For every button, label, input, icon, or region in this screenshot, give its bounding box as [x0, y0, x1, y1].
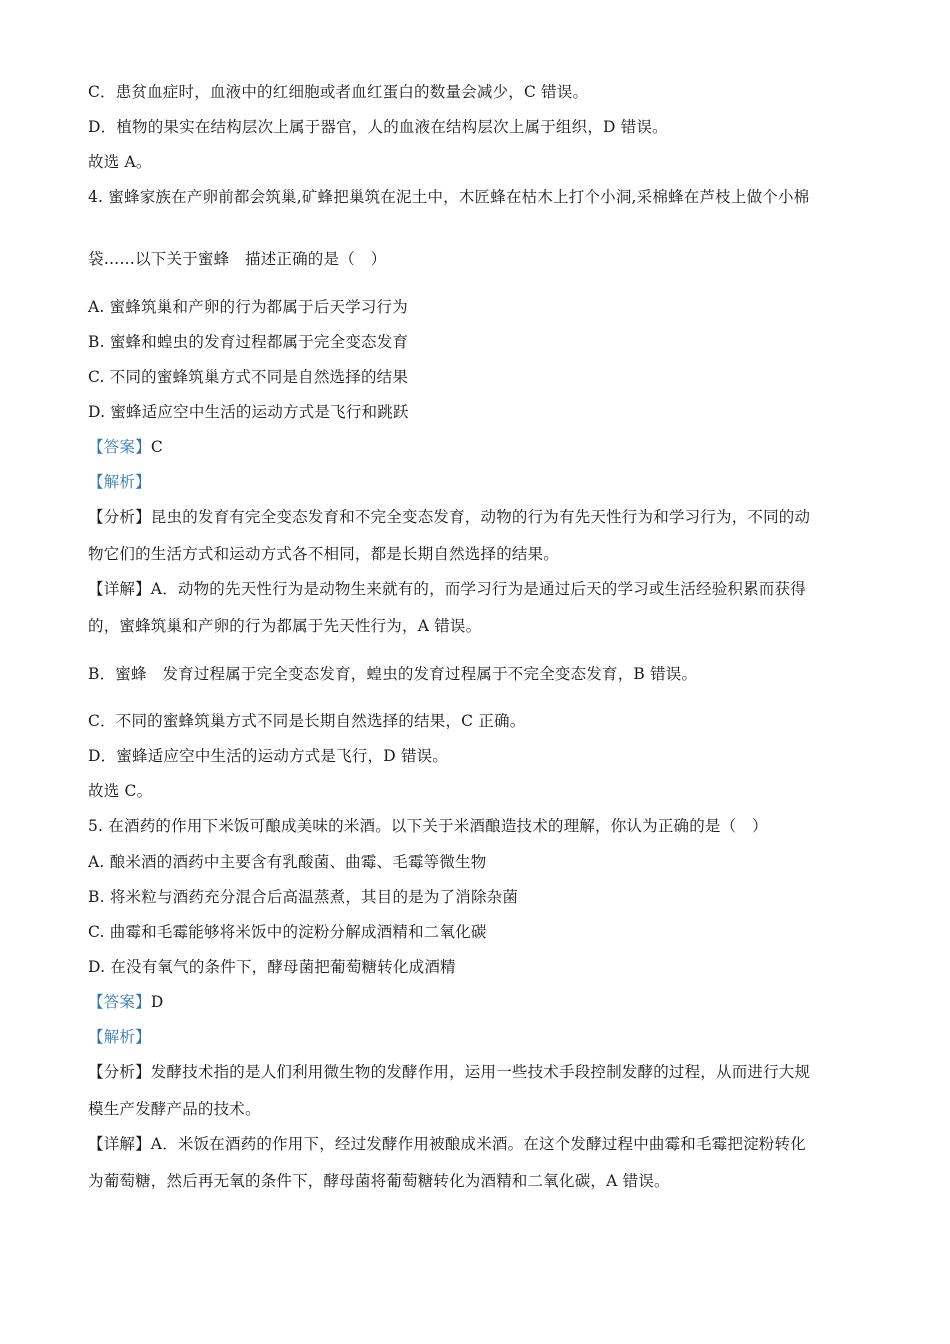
answer-tag: 【答案】 [88, 438, 151, 456]
q4-option-b: B. 蜜蜂和蝗虫的发育过程都属于完全变态发育 [88, 333, 409, 351]
answer-value: D [150, 993, 164, 1011]
q5-option-b: B. 将米粒与酒药充分混合后高温蒸煮，其目的是为了消除杂菌 [88, 888, 519, 906]
q4-conclusion: 故选 C。 [88, 782, 153, 800]
q5-option-c: C. 曲霉和毛霉能够将米饭中的淀粉分解成酒精和二氧化碳 [88, 923, 487, 941]
q4-stem-line-2: 袋……以下关于蜜蜂 描述正确的是（ ） [88, 250, 387, 268]
answer-tag: 【答案】 [88, 993, 151, 1011]
answer-value: C [150, 438, 163, 456]
q5-option-d: D. 在没有氧气的条件下，酵母菌把葡萄糖转化成酒精 [88, 958, 456, 976]
q4-explanation-tag: 【解析】 [88, 473, 151, 491]
q3-option-c-explanation: C．患贫血症时，血液中的红细胞或者血红蛋白的数量会减少，C 错误。 [88, 83, 589, 101]
q5-option-a: A. 酿米酒的酒药中主要含有乳酸菌、曲霉、毛霉等微生物 [88, 853, 487, 871]
q4-analysis-line-2: 物它们的生活方式和运动方式各不相同，都是长期自然选择的结果。 [88, 545, 560, 563]
q4-detail-c: C．不同的蜜蜂筑巢方式不同是长期自然选择的结果，C 正确。 [88, 712, 526, 730]
q3-option-d-explanation: D．植物的果实在结构层次上属于器官，人的血液在结构层次上属于组织，D 错误。 [88, 118, 668, 136]
q4-option-c: C. 不同的蜜蜂筑巢方式不同是自然选择的结果 [88, 368, 409, 386]
q4-option-a: A. 蜜蜂筑巢和产卵的行为都属于后天学习行为 [88, 298, 408, 316]
q3-conclusion: 故选 A。 [88, 153, 152, 171]
q5-analysis-line-1: 【分析】发酵技术指的是人们利用微生物的发酵作用，运用一些技术手段控制发酵的过程，从而进行大规 [88, 1063, 811, 1081]
q5-detail-line-1: 【详解】A．米饭在酒药的作用下，经过发酵作用被酿成米酒。在这个发酵过程中曲霉和毛霉把淀粉转化 [88, 1135, 806, 1153]
q4-stem-line-1: 4. 蜜蜂家族在产卵前都会筑巢,矿蜂把巢筑在泥土中，木匠蜂在枯木上打个小洞,采棉蜂在芦枝上做个小棉 [88, 188, 810, 206]
q5-analysis-line-2: 模生产发酵产品的技术。 [88, 1100, 261, 1118]
q4-detail-line-2: 的，蜜蜂筑巢和产卵的行为都属于先天性行为，A 错误。 [88, 617, 482, 635]
q5-explanation-tag: 【解析】 [88, 1028, 151, 1046]
q5-answer [88, 992, 163, 1012]
q4-detail-b: B．蜜蜂 发育过程属于完全变态发育，蝗虫的发育过程属于不完全变态发育，B 错误。 [88, 665, 698, 683]
q5-detail-line-2: 为葡萄糖，然后再无氧的条件下，酵母菌将葡萄糖转化为酒精和二氧化碳，A 错误。 [88, 1172, 670, 1190]
q4-option-d: D. 蜜蜂适应空中生活的运动方式是飞行和跳跃 [88, 403, 409, 421]
q4-detail-d: D．蜜蜂适应空中生活的运动方式是飞行，D 错误。 [88, 747, 449, 765]
q4-detail-line-1: 【详解】A．动物的先天性行为是动物生来就有的，而学习行为是通过后天的学习或生活经验积累而获得 [88, 580, 806, 598]
q5-stem: 5. 在酒药的作用下米饭可酿成美味的米酒。以下关于米酒酿造技术的理解，你认为正确的是（ ） [88, 817, 768, 835]
q4-answer [88, 437, 163, 457]
q4-analysis-line-1: 【分析】昆虫的发育有完全变态发育和不完全变态发育，动物的行为有先天性行为和学习行为，不同的动 [88, 508, 811, 526]
